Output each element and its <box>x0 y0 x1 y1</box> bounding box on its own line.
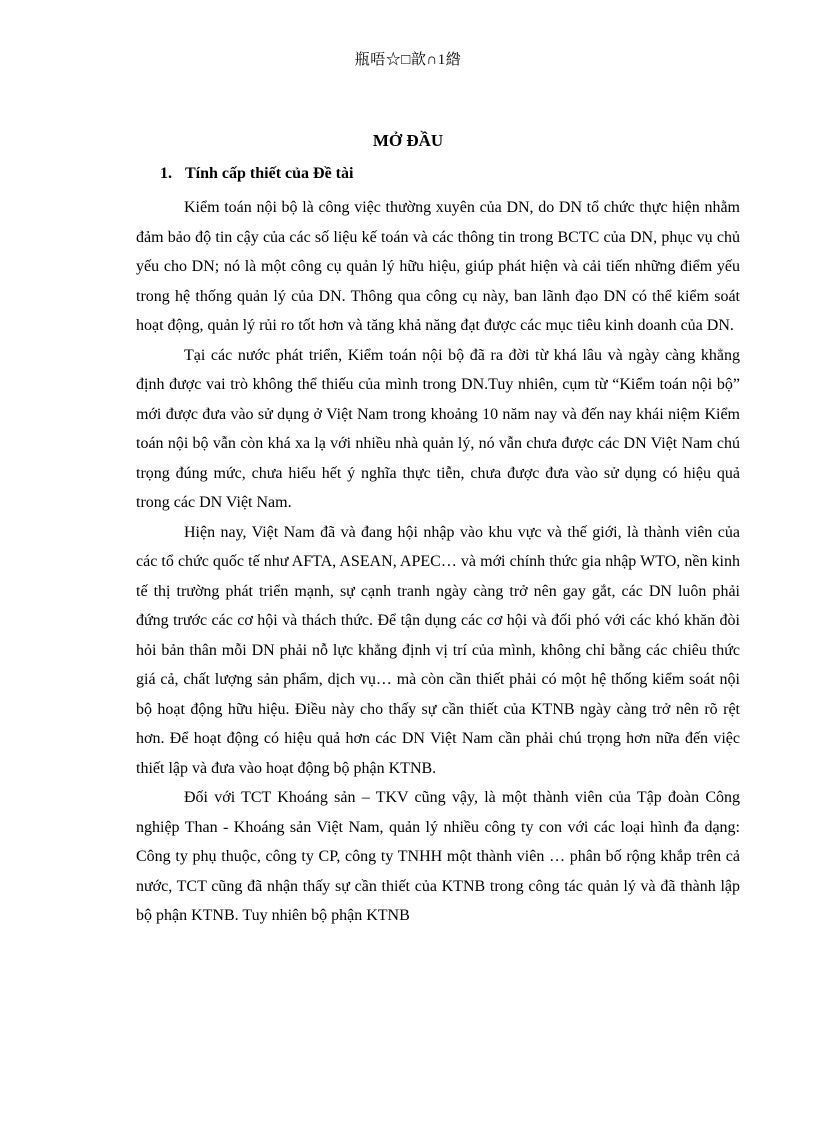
page-header: 瓶唔☆□歆∩1綹 <box>354 52 462 68</box>
section-number: 1. <box>160 165 172 182</box>
body-text <box>136 193 740 931</box>
paragraph: Đối với TCT Khoáng sản – TKV cũng vậy, là một thành viên của Tập đoàn Công nghiệp Than - Khoáng sản Việt Nam, quản lý nhiều công ty con với các loại hình đa dạng: Công ty phụ thuộc, công ty CP, công ty TNHH một thành viên … phân bố rộng khắp trên cả nước, TCT cũng đã nhận thấy sự cần thiết của KTNB trong công tác quản lý và đã thành lập bộ phận KTNB. Tuy nhiên bộ phận KTNB <box>136 789 740 924</box>
section-title: Tính cấp thiết của Đề tài <box>185 165 354 182</box>
document-title: MỞ ĐẦU <box>372 131 444 150</box>
section-heading <box>160 165 353 183</box>
paragraph: Hiện nay, Việt Nam đã và đang hội nhập vào khu vực và thế giới, là thành viên của các tổ chức quốc tế như AFTA, ASEAN, APEC… và mới chính thức gia nhập WTO, nền kinh tế thị trường phát triển mạnh, sự cạnh tranh ngày càng trở nên gay gắt, các DN luôn phải đứng trước các cơ hội và thách thức. Để tận dụng các cơ hội và đối phó với các khó khăn đòi hỏi bản thân mỗi DN phải nỗ lực khẳng định vị trí của mình, không chỉ bằng các chiêu thức giá cả, chất lượng sản phẩm, dịch vụ… mà còn cần thiết phải có một hệ thống kiểm soát nội bộ hoạt động hữu hiệu. Điều này cho thấy sự cần thiết của KTNB ngày càng trở nên rõ rệt hơn. Để hoạt động có hiệu quả hơn các DN Việt Nam cần phải chú trọng hơn nữa đến việc thiết lập và đưa vào hoạt động bộ phận KTNB. <box>136 523 740 777</box>
paragraph: Tại các nước phát triển, Kiểm toán nội bộ đã ra đời từ khá lâu và ngày càng khẳng định được vai trò không thể thiếu của mình trong DN.Tuy nhiên, cụm từ “Kiểm toán nội bộ” mới được đưa vào sử dụng ở Việt Nam trong khoảng 10 năm nay và đến nay khái niệm Kiểm toán nội bộ vẫn còn khá xa lạ với nhiều nhà quản lý, nó vẫn chưa được các DN Việt Nam chú trọng đúng mức, chưa hiểu hết ý nghĩa thực tiễn, chưa được đưa vào sử dụng có hiệu quả trong các DN Việt Nam. <box>136 346 740 511</box>
paragraph: Kiểm toán nội bộ là công việc thường xuyên của DN, do DN tổ chức thực hiện nhằm đảm bảo độ tin cậy của các số liệu kế toán và các thông tin trong BCTC của DN, phục vụ chủ yếu cho DN; nó là một công cụ quản lý hữu hiệu, giúp phát hiện và cải tiến những điểm yếu trong hệ thống quản lý của DN. Thông qua công cụ này, ban lãnh đạo DN có thể kiểm soát hoạt động, quản lý rủi ro tốt hơn và tăng khả năng đạt được các mục tiêu kinh doanh của DN. <box>136 199 740 334</box>
